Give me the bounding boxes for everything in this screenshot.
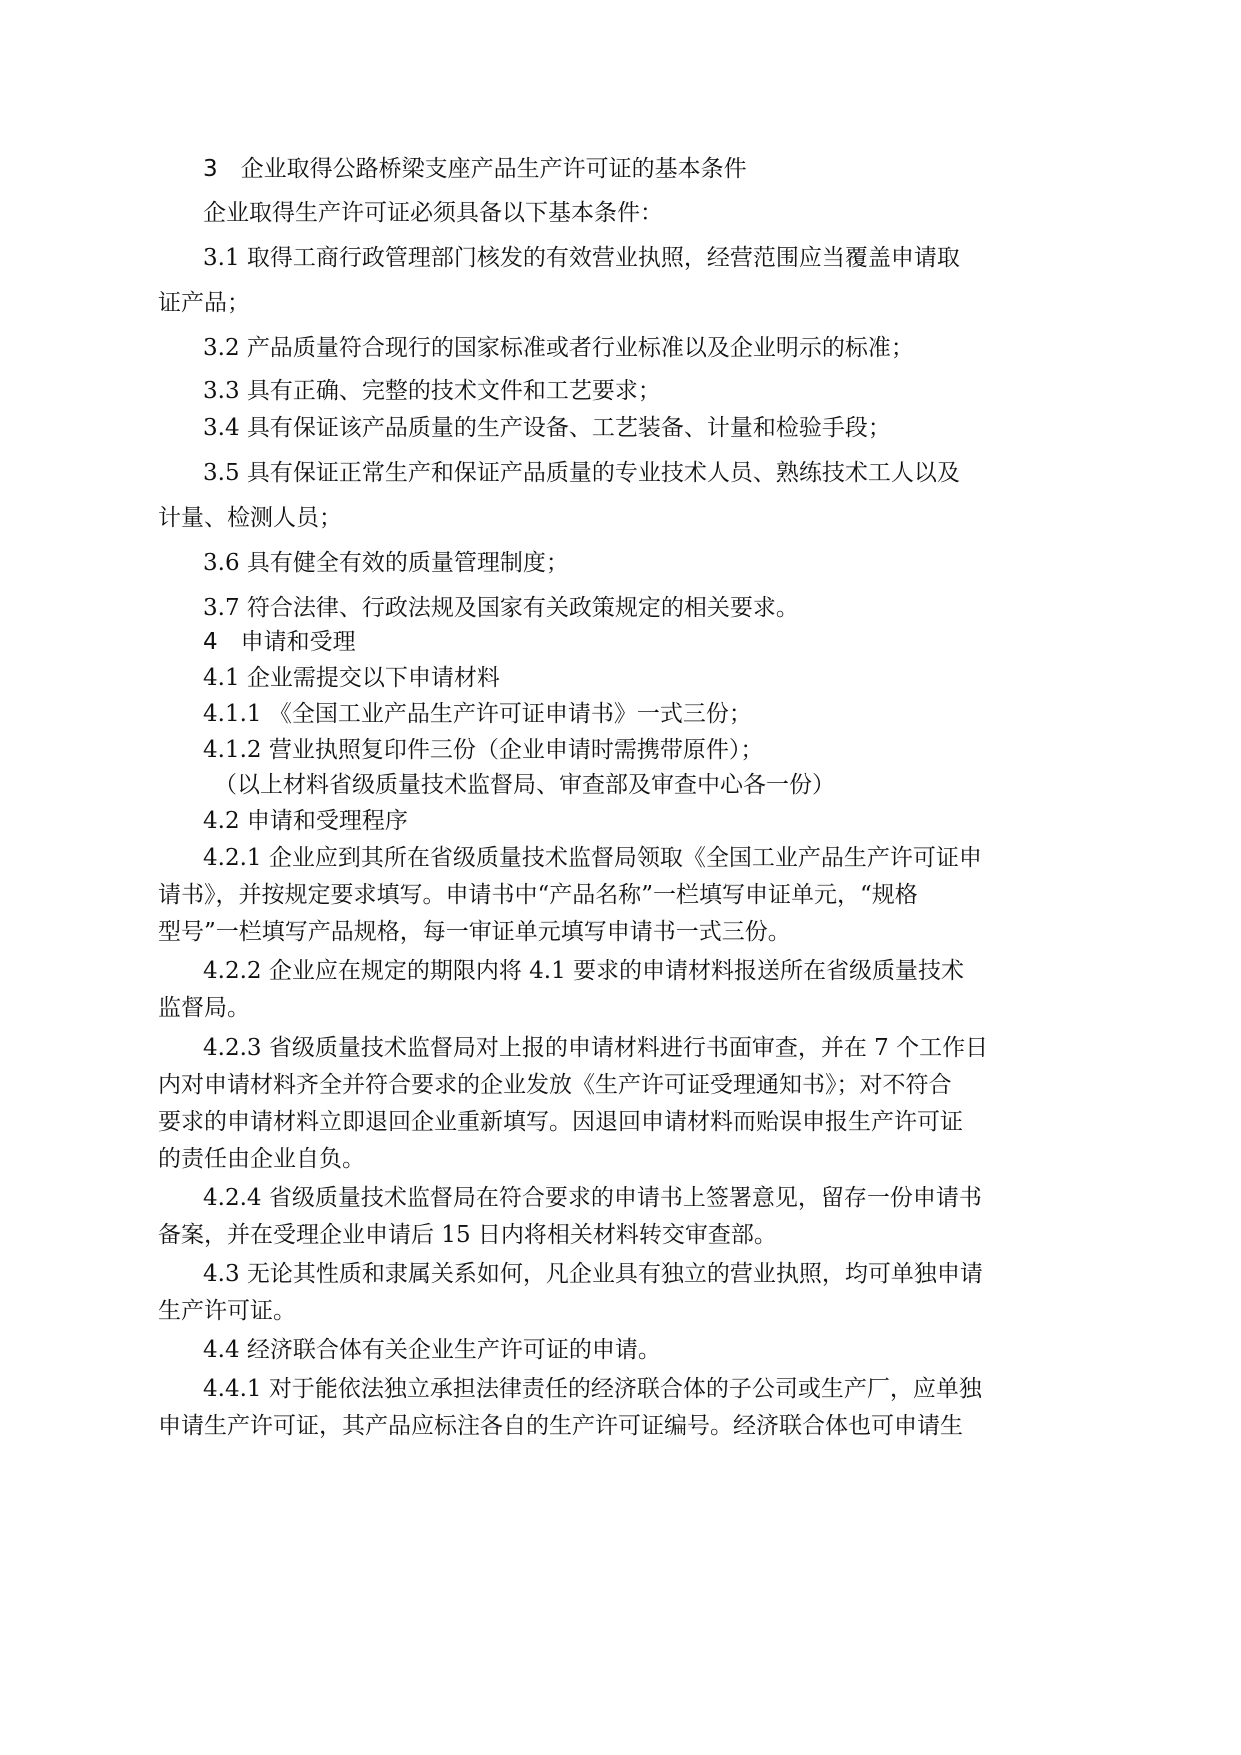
paragraph-line: 4.1.1 《全国工业产品生产许可证申请书》一式三份；: [203, 701, 752, 727]
paragraph-line: 证产品；: [158, 290, 250, 316]
paragraph-line: 4.3 无论其性质和隶属关系如何，凡企业具有独立的营业执照，均可单独申请: [203, 1261, 983, 1287]
paragraph-line: 4.4 经济联合体有关企业生产许可证的申请。: [203, 1337, 661, 1363]
paragraph-line: 3.5 具有保证正常生产和保证产品质量的专业技术人员、熟练技术工人以及: [203, 460, 960, 486]
paragraph-line: 生产许可证。: [158, 1298, 296, 1324]
paragraph-line: 4.4.1 对于能依法独立承担法律责任的经济联合体的子公司或生产厂，应单独: [203, 1376, 982, 1402]
paragraph-line: 3.2 产品质量符合现行的国家标准或者行业标准以及企业明示的标准；: [203, 335, 914, 361]
paragraph-line: 计量、检测人员；: [158, 505, 342, 531]
paragraph-line: 3.6 具有健全有效的质量管理制度；: [203, 550, 569, 576]
paragraph-line: 3.4 具有保证该产品质量的生产设备、工艺装备、计量和检验手段；: [203, 415, 891, 441]
paragraph-line: 4.1.2 营业执照复印件三份（企业申请时需携带原件）；: [203, 737, 764, 763]
paragraph-line: 请书》，并按规定要求填写。申请书中“产品名称”一栏填写申证单元，“规格: [158, 882, 918, 908]
paragraph-line: 监督局。: [158, 995, 250, 1021]
section-heading: 3 企业取得公路桥梁支座产品生产许可证的基本条件: [203, 156, 747, 182]
paragraph-line: 企业取得生产许可证必须具备以下基本条件：: [203, 200, 663, 226]
paragraph-line: 3.3 具有正确、完整的技术文件和工艺要求；: [203, 378, 661, 404]
paragraph-line: 4.2.3 省级质量技术监督局对上报的申请材料进行书面审查，并在 7 个工作日: [203, 1035, 989, 1061]
paragraph-line: 要求的申请材料立即退回企业重新填写。因退回申请材料而贻误申报生产许可证: [158, 1109, 963, 1135]
paragraph-line: 4.2.1 企业应到其所在省级质量技术监督局领取《全国工业产品生产许可证申: [203, 845, 982, 871]
paragraph-line: 型号”一栏填写产品规格，每一审证单元填写申请书一式三份。: [158, 919, 791, 945]
section-heading: 4 申请和受理: [203, 629, 356, 655]
paragraph-line: 申请生产许可证，其产品应标注各自的生产许可证编号。经济联合体也可申请生: [158, 1413, 963, 1439]
paragraph-line: 4.2.4 省级质量技术监督局在符合要求的申请书上签署意见，留存一份申请书: [203, 1185, 982, 1211]
paragraph-line: 4.1 企业需提交以下申请材料: [203, 665, 500, 691]
paragraph-line: 3.7 符合法律、行政法规及国家有关政策规定的相关要求。: [203, 595, 799, 621]
paragraph-line: 4.2.2 企业应在规定的期限内将 4.1 要求的申请材料报送所在省级质量技术: [203, 958, 965, 984]
paragraph-line: 4.2 申请和受理程序: [203, 808, 408, 834]
paragraph-line: 内对申请材料齐全并符合要求的企业发放《生产许可证受理通知书》；对不符合: [158, 1072, 952, 1098]
paragraph-line: 的责任由企业自负。: [158, 1146, 365, 1172]
paragraph-line: 3.1 取得工商行政管理部门核发的有效营业执照，经营范围应当覆盖申请取: [203, 245, 960, 271]
paragraph-line: 备案，并在受理企业申请后 15 日内将相关材料转交审查部。: [158, 1222, 777, 1248]
paragraph-line: （以上材料省级质量技术监督局、审查部及审查中心各一份）: [214, 772, 835, 798]
